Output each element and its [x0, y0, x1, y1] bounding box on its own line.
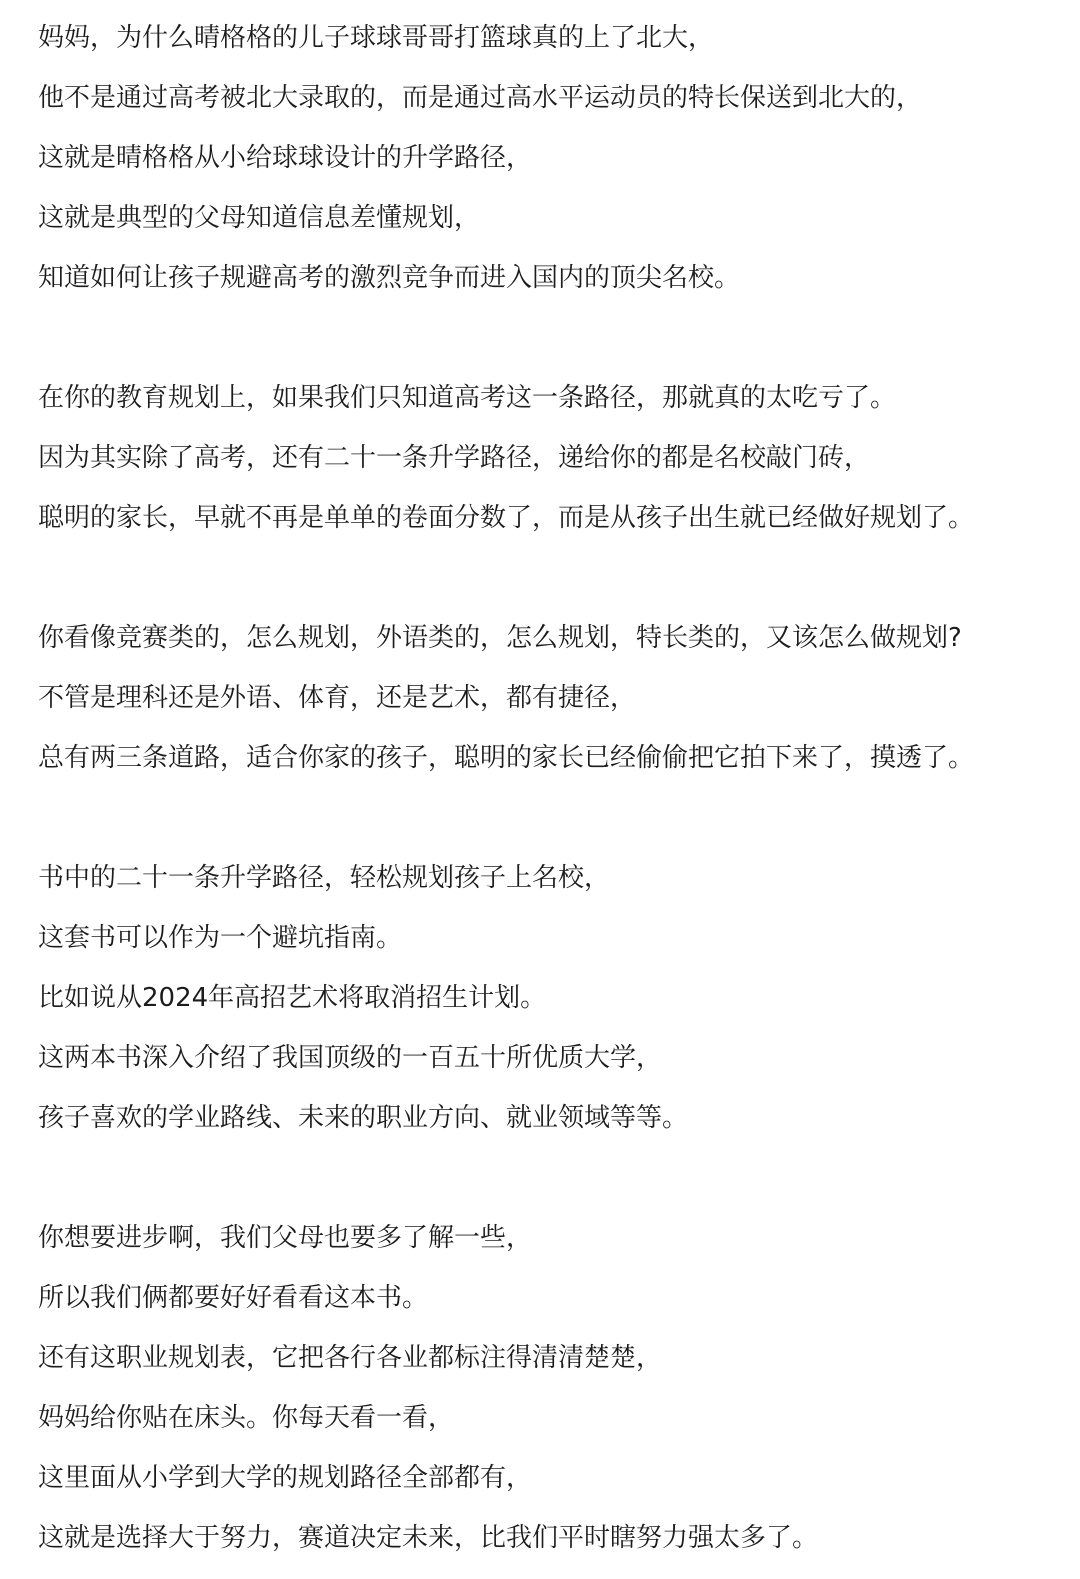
text-line: 孩子喜欢的学业路线、未来的职业方向、就业领域等等。 [38, 1103, 689, 1133]
text-line: 这就是典型的父母知道信息差懂规划， [38, 203, 481, 233]
text-line: 知道如何让孩子规避高考的激烈竞争而进入国内的顶尖名校。 [38, 263, 741, 293]
paragraph-4 [38, 848, 1068, 1148]
text-line: 比如说从2024年高招艺术将取消招生计划。 [38, 983, 547, 1013]
text-line: 这套书可以作为一个避坑指南。 [38, 923, 403, 953]
text-line: 这就是选择大于努力，赛道决定未来，比我们平时瞎努力强太多了。 [38, 1523, 819, 1553]
paragraph-3 [38, 608, 1068, 788]
text-line: 妈妈给你贴在床头。你每天看一看， [38, 1403, 455, 1433]
text-line: 这就是晴格格从小给球球设计的升学路径， [38, 143, 533, 173]
document-body [38, 8, 1068, 1568]
text-line: 妈妈，为什么晴格格的儿子球球哥哥打篮球真的上了北大， [38, 23, 715, 53]
paragraph-1 [38, 8, 1068, 308]
text-line: 这里面从小学到大学的规划路径全部都有， [38, 1463, 533, 1493]
text-line: 聪明的家长，早就不再是单单的卷面分数了，而是从孩子出生就已经做好规划了。 [38, 503, 975, 533]
text-line: 在你的教育规划上，如果我们只知道高考这一条路径，那就真的太吃亏了。 [38, 383, 897, 413]
text-line: 因为其实除了高考，还有二十一条升学路径，递给你的都是名校敲门砖， [38, 443, 871, 473]
text-line: 他不是通过高考被北大录取的，而是通过高水平运动员的特长保送到北大的， [38, 83, 923, 113]
text-line: 你看像竞赛类的，怎么规划，外语类的，怎么规划，特长类的，又该怎么做规划? [38, 623, 962, 653]
text-line: 书中的二十一条升学路径，轻松规划孩子上名校， [38, 863, 611, 893]
text-line: 你想要进步啊，我们父母也要多了解一些， [38, 1223, 533, 1253]
paragraph-5 [38, 1208, 1068, 1568]
text-line: 不管是理科还是外语、体育，还是艺术，都有捷径， [38, 683, 637, 713]
text-line: 所以我们俩都要好好看看这本书。 [38, 1283, 429, 1313]
paragraph-2 [38, 368, 1068, 548]
text-line: 这两本书深入介绍了我国顶级的一百五十所优质大学， [38, 1043, 663, 1073]
text-line: 还有这职业规划表，它把各行各业都标注得清清楚楚， [38, 1343, 663, 1373]
text-line: 总有两三条道路，适合你家的孩子，聪明的家长已经偷偷把它拍下来了，摸透了。 [38, 743, 975, 773]
